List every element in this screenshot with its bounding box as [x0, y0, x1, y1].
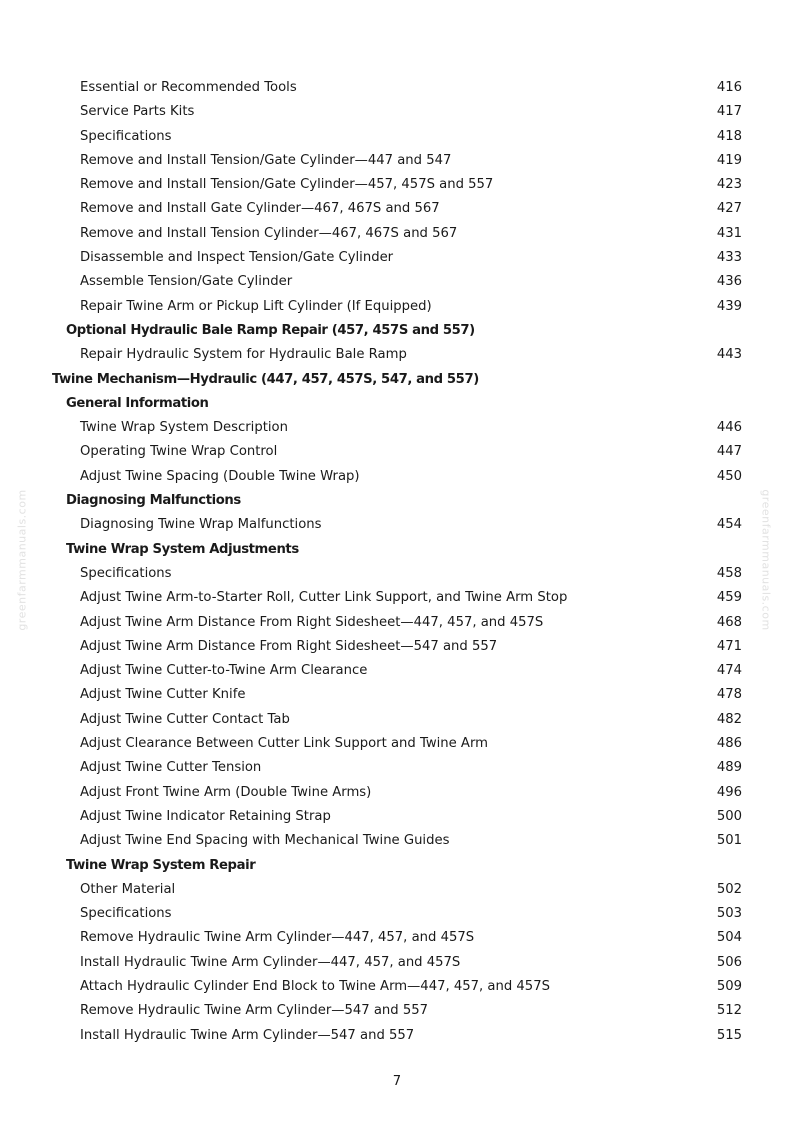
toc-entry-title: Adjust Twine Cutter Knife: [80, 687, 246, 703]
toc-entry-title: Adjust Front Twine Arm (Double Twine Arms): [80, 784, 372, 800]
toc-entry[interactable]: [0, 222, 794, 246]
toc-entry[interactable]: [0, 611, 794, 635]
toc-entry[interactable]: [0, 902, 794, 926]
toc-section-heading: [0, 489, 794, 513]
toc-entry[interactable]: [0, 659, 794, 683]
toc-entry-title: Essential or Recommended Tools: [80, 80, 297, 95]
toc-section-heading: [0, 392, 794, 416]
toc-entry-title: Twine Wrap System Repair: [66, 857, 256, 873]
toc-entry-title: Optional Hydraulic Bale Ramp Repair (457, 457S and 557): [66, 322, 475, 338]
toc-entry-page-number: 446: [716, 420, 742, 436]
toc-entry-title: Specifications: [80, 906, 172, 922]
toc-entry-title: Remove and Install Tension/Gate Cylinder—457, 457S and 557: [80, 177, 494, 193]
toc-entry-page-number: 496: [716, 784, 742, 800]
toc-entry[interactable]: [0, 440, 794, 464]
toc-entry-page-number: 503: [716, 906, 742, 922]
toc-section-heading: [0, 319, 794, 343]
toc-entry-page-number: 506: [716, 954, 742, 970]
toc-entry-page-number: 447: [716, 444, 742, 460]
toc-entry-title: Attach Hydraulic Cylinder End Block to Twine Arm—447, 457, and 457S: [80, 978, 550, 994]
toc-entry[interactable]: [0, 149, 794, 173]
watermark-left: greenfarmmanuals.com: [15, 489, 29, 631]
toc-entry[interactable]: [0, 1024, 794, 1048]
toc-entry-page-number: 474: [716, 663, 742, 679]
toc-entry-title: Remove Hydraulic Twine Arm Cylinder—547 and 557: [80, 1003, 428, 1019]
toc-entry-page-number: 418: [716, 128, 742, 144]
toc-entry-title: Install Hydraulic Twine Arm Cylinder—447, 457, and 457S: [80, 954, 461, 970]
toc-entry-title: Disassemble and Inspect Tension/Gate Cylinder: [80, 250, 394, 266]
toc-entry[interactable]: [0, 513, 794, 537]
toc-entry-title: Adjust Twine End Spacing with Mechanical Twine Guides: [80, 833, 450, 849]
toc-entry[interactable]: [0, 270, 794, 294]
toc-entry-title: Assemble Tension/Gate Cylinder: [80, 274, 293, 290]
toc-entry[interactable]: [0, 635, 794, 659]
toc-entry-page-number: 482: [716, 711, 742, 727]
toc-entry-page-number: 436: [716, 274, 742, 290]
toc-entry-page-number: 500: [716, 808, 742, 824]
toc-chapter-heading: [0, 368, 794, 392]
toc-entry-page-number: 431: [716, 225, 742, 241]
toc-entry[interactable]: [0, 926, 794, 950]
toc-entry-title: Adjust Twine Cutter Tension: [80, 760, 262, 776]
toc-entry-title: Install Hydraulic Twine Arm Cylinder—547 and 557: [80, 1027, 415, 1043]
toc-entry[interactable]: [0, 173, 794, 197]
toc-entry-page-number: 419: [716, 152, 742, 168]
toc-entry[interactable]: [0, 951, 794, 975]
toc-entry-title: Adjust Twine Spacing (Double Twine Wrap): [80, 468, 360, 484]
toc-entry-page-number: 443: [716, 347, 742, 363]
toc-entry[interactable]: [0, 829, 794, 853]
toc-entry[interactable]: [0, 708, 794, 732]
toc-entry-page-number: 450: [716, 468, 742, 484]
toc-entry[interactable]: [0, 343, 794, 367]
toc-entry[interactable]: [0, 975, 794, 999]
toc-section-heading: [0, 538, 794, 562]
toc-entry-page-number: 478: [716, 687, 742, 703]
toc-entry-title: Service Parts Kits: [80, 104, 195, 120]
watermark-right: greenfarmmanuals.com: [759, 489, 773, 631]
toc-entry-page-number: 423: [716, 177, 742, 193]
toc-entry-title: Remove and Install Gate Cylinder—467, 467S and 567: [80, 201, 440, 217]
toc-entry-title: Adjust Twine Arm Distance From Right Sidesheet—547 and 557: [80, 638, 498, 654]
toc-entry-title: Adjust Twine Cutter-to-Twine Arm Clearance: [80, 663, 368, 679]
toc-entry[interactable]: [0, 756, 794, 780]
toc-entry[interactable]: [0, 586, 794, 610]
toc-entry[interactable]: [0, 246, 794, 270]
toc-entry-title: Diagnosing Twine Wrap Malfunctions: [80, 517, 322, 533]
toc-entry-page-number: 512: [716, 1003, 742, 1019]
toc-entry[interactable]: [0, 125, 794, 149]
toc-entry-page-number: 501: [716, 833, 742, 849]
toc-entry[interactable]: [0, 805, 794, 829]
toc-entry-title: Twine Wrap System Description: [80, 420, 288, 436]
toc-entry-page-number: 504: [716, 930, 742, 946]
toc-entry[interactable]: [0, 781, 794, 805]
table-of-contents: [0, 76, 794, 1048]
toc-entry-page-number: 509: [716, 978, 742, 994]
toc-entry[interactable]: [0, 197, 794, 221]
toc-section-heading: [0, 854, 794, 878]
toc-entry-page-number: 417: [716, 104, 742, 120]
toc-entry-page-number: 515: [716, 1027, 742, 1043]
toc-entry-title: Adjust Twine Arm-to-Starter Roll, Cutter Link Support, and Twine Arm Stop: [80, 590, 568, 606]
toc-entry-title: Remove and Install Tension/Gate Cylinder—447 and 547: [80, 152, 452, 168]
toc-entry-page-number: 416: [716, 80, 742, 95]
toc-entry-page-number: 458: [716, 565, 742, 581]
toc-entry-title: Remove and Install Tension Cylinder—467, 467S and 567: [80, 225, 458, 241]
toc-entry-title: Adjust Clearance Between Cutter Link Support and Twine Arm: [80, 736, 488, 752]
toc-entry[interactable]: [0, 76, 794, 100]
toc-entry[interactable]: [0, 295, 794, 319]
toc-entry-page-number: 427: [716, 201, 742, 217]
toc-entry-title: Operating Twine Wrap Control: [80, 444, 278, 460]
toc-entry-page-number: 433: [716, 250, 742, 266]
toc-entry-page-number: 459: [716, 590, 742, 606]
toc-entry[interactable]: [0, 465, 794, 489]
toc-entry-page-number: 454: [716, 517, 742, 533]
toc-entry[interactable]: [0, 683, 794, 707]
toc-entry-page-number: 489: [716, 760, 742, 776]
toc-entry-page-number: 471: [716, 638, 742, 654]
toc-entry-title: Remove Hydraulic Twine Arm Cylinder—447, 457, and 457S: [80, 930, 475, 946]
toc-entry-title: Twine Wrap System Adjustments: [66, 541, 299, 557]
toc-entry-page-number: 502: [716, 881, 742, 897]
toc-entry-page-number: 439: [716, 298, 742, 314]
toc-entry-title: Repair Twine Arm or Pickup Lift Cylinder (If Equipped): [80, 298, 432, 314]
toc-entry-page-number: 486: [716, 736, 742, 752]
toc-entry-title: Adjust Twine Indicator Retaining Strap: [80, 808, 331, 824]
toc-entry-title: Specifications: [80, 565, 172, 581]
toc-entry-title: Diagnosing Malfunctions: [66, 493, 241, 509]
toc-entry[interactable]: [0, 732, 794, 756]
toc-entry-title: Adjust Twine Cutter Contact Tab: [80, 711, 290, 727]
toc-entry-page-number: 468: [716, 614, 742, 630]
toc-entry-title: General Information: [66, 395, 209, 411]
toc-entry-title: Specifications: [80, 128, 172, 144]
toc-entry[interactable]: [0, 416, 794, 440]
toc-entry-title: Twine Mechanism—Hydraulic (447, 457, 457S, 547, and 557): [52, 371, 479, 387]
toc-entry[interactable]: [0, 878, 794, 902]
toc-entry-title: Other Material: [80, 881, 176, 897]
toc-entry-title: Adjust Twine Arm Distance From Right Sidesheet—447, 457, and 457S: [80, 614, 544, 630]
toc-entry[interactable]: [0, 562, 794, 586]
toc-entry[interactable]: [0, 100, 794, 124]
toc-entry-title: Repair Hydraulic System for Hydraulic Bale Ramp: [80, 347, 407, 363]
page-number: 7: [392, 1074, 402, 1089]
toc-entry[interactable]: [0, 999, 794, 1023]
